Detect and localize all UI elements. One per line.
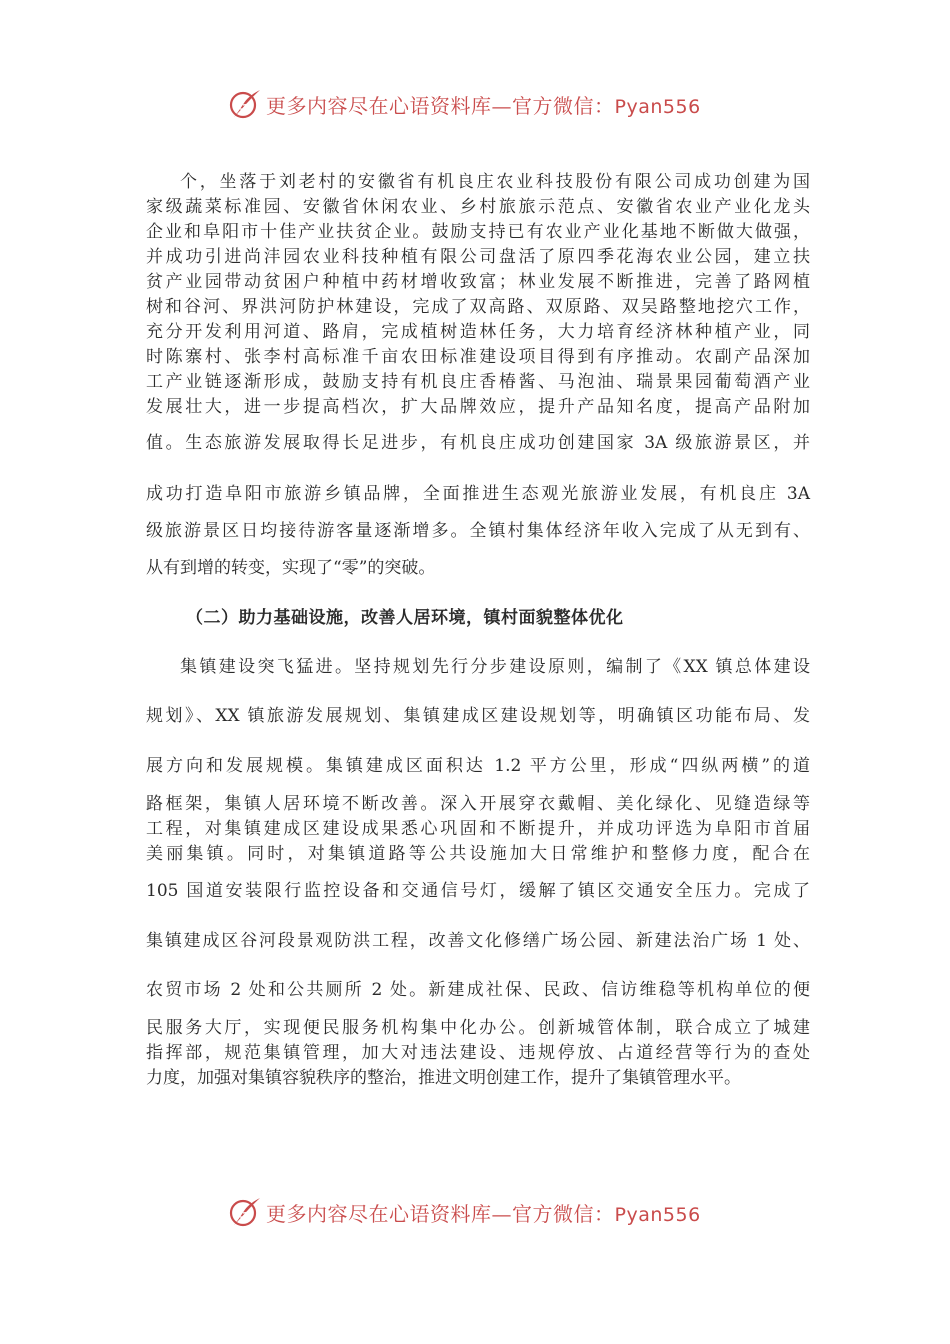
text-line: 值。生态旅游发展取得长足进步，有机良庄成功创建国家 3A 级旅游景区，并 bbox=[146, 433, 810, 453]
text-line: 民服务大厅，实现便民服务机构集中化办公。创新城管体制，联合成立了城建 bbox=[146, 1018, 810, 1038]
text-line: 路框架，集镇人居环境不断改善。深入开展穿衣戴帽、美化绿化、见缝造绿等 bbox=[146, 794, 810, 814]
text-line: 农贸市场 2 处和公共厕所 2 处。新建成社保、民政、信访维稳等机构单位的便 bbox=[146, 980, 810, 1000]
watermark-header bbox=[228, 84, 748, 124]
feather-logo-icon bbox=[228, 1195, 262, 1229]
text-line: 工程，对集镇建成区建设成果悉心巩固和不断提升，并成功评选为阜阳市首届 bbox=[146, 819, 810, 839]
text-line: 并成功引进尚沣园农业科技种植有限公司盘活了原四季花海农业公园，建立扶 bbox=[146, 247, 810, 267]
watermark-footer bbox=[228, 1192, 748, 1232]
text-line: 力度，加强对集镇容貌秩序的整治，推进文明创建工作，提升了集镇管理水平。 bbox=[146, 1068, 741, 1088]
text-line: 成功打造阜阳市旅游乡镇品牌，全面推进生态观光旅游业发展，有机良庄 3A bbox=[146, 484, 810, 504]
text-line: 集镇建成区谷河段景观防洪工程，改善文化修缮广场公园、新建法治广场 1 处、 bbox=[146, 931, 810, 951]
text-line: 发展壮大，进一步提高档次，扩大品牌效应，提升产品知名度，提高产品附加 bbox=[146, 397, 810, 417]
text-line: 充分开发利用河道、路肩，完成植树造林任务，大力培育经济林种植产业，同 bbox=[146, 322, 810, 342]
watermark-text: 更多内容尽在心语资料库—官方微信：Pyan556 bbox=[266, 93, 701, 118]
text-line: 美丽集镇。同时，对集镇道路等公共设施加大日常维护和整修力度，配合在 bbox=[146, 844, 810, 864]
text-line: 工产业链逐渐形成，鼓励支持有机良庄香椿酱、马泡油、瑞景果园葡萄酒产业 bbox=[146, 372, 810, 392]
text-line: 集镇建设突飞猛进。坚持规划先行分步建设原则，编制了《XX 镇总体建设 bbox=[180, 657, 810, 677]
text-line: 从有到增的转变，实现了“零”的突破。 bbox=[146, 558, 436, 578]
text-line: 展方向和发展规模。集镇建成区面积达 1.2 平方公里，形成“四纵两横”的道 bbox=[146, 756, 810, 776]
text-line: 个，坐落于刘老村的安徽省有机良庄农业科技股份有限公司成功创建为国 bbox=[180, 172, 810, 192]
feather-logo-icon bbox=[228, 87, 262, 121]
text-line: 贫产业园带动贫困户种植中药材增收致富；林业发展不断推进，完善了路网植 bbox=[146, 272, 810, 292]
section-heading: （二）助力基础设施，改善人居环境，镇村面貌整体优化 bbox=[186, 608, 624, 628]
text-line: 级旅游景区日均接待游客量逐渐增多。全镇村集体经济年收入完成了从无到有、 bbox=[146, 521, 810, 541]
text-line: 企业和阜阳市十佳产业扶贫企业。鼓励支持已有农业产业化基地不断做大做强， bbox=[146, 222, 810, 242]
text-line: 105 国道安装限行监控设备和交通信号灯，缓解了镇区交通安全压力。完成了 bbox=[146, 881, 810, 901]
text-line: 规划》、XX 镇旅游发展规划、集镇建成区建设规划等，明确镇区功能布局、发 bbox=[146, 706, 810, 726]
text-line: 树和谷河、界洪河防护林建设，完成了双高路、双原路、双吴路整地挖穴工作， bbox=[146, 297, 810, 317]
text-line: 时陈寨村、张李村高标准千亩农田标准建设项目得到有序推动。农副产品深加 bbox=[146, 347, 810, 367]
watermark-text: 更多内容尽在心语资料库—官方微信：Pyan556 bbox=[266, 1201, 701, 1226]
text-line: 指挥部，规范集镇管理，加大对违法建设、违规停放、占道经营等行为的查处 bbox=[146, 1043, 810, 1063]
text-line: 家级蔬菜标准园、安徽省休闲农业、乡村旅旅示范点、安徽省农业产业化龙头 bbox=[146, 197, 810, 217]
